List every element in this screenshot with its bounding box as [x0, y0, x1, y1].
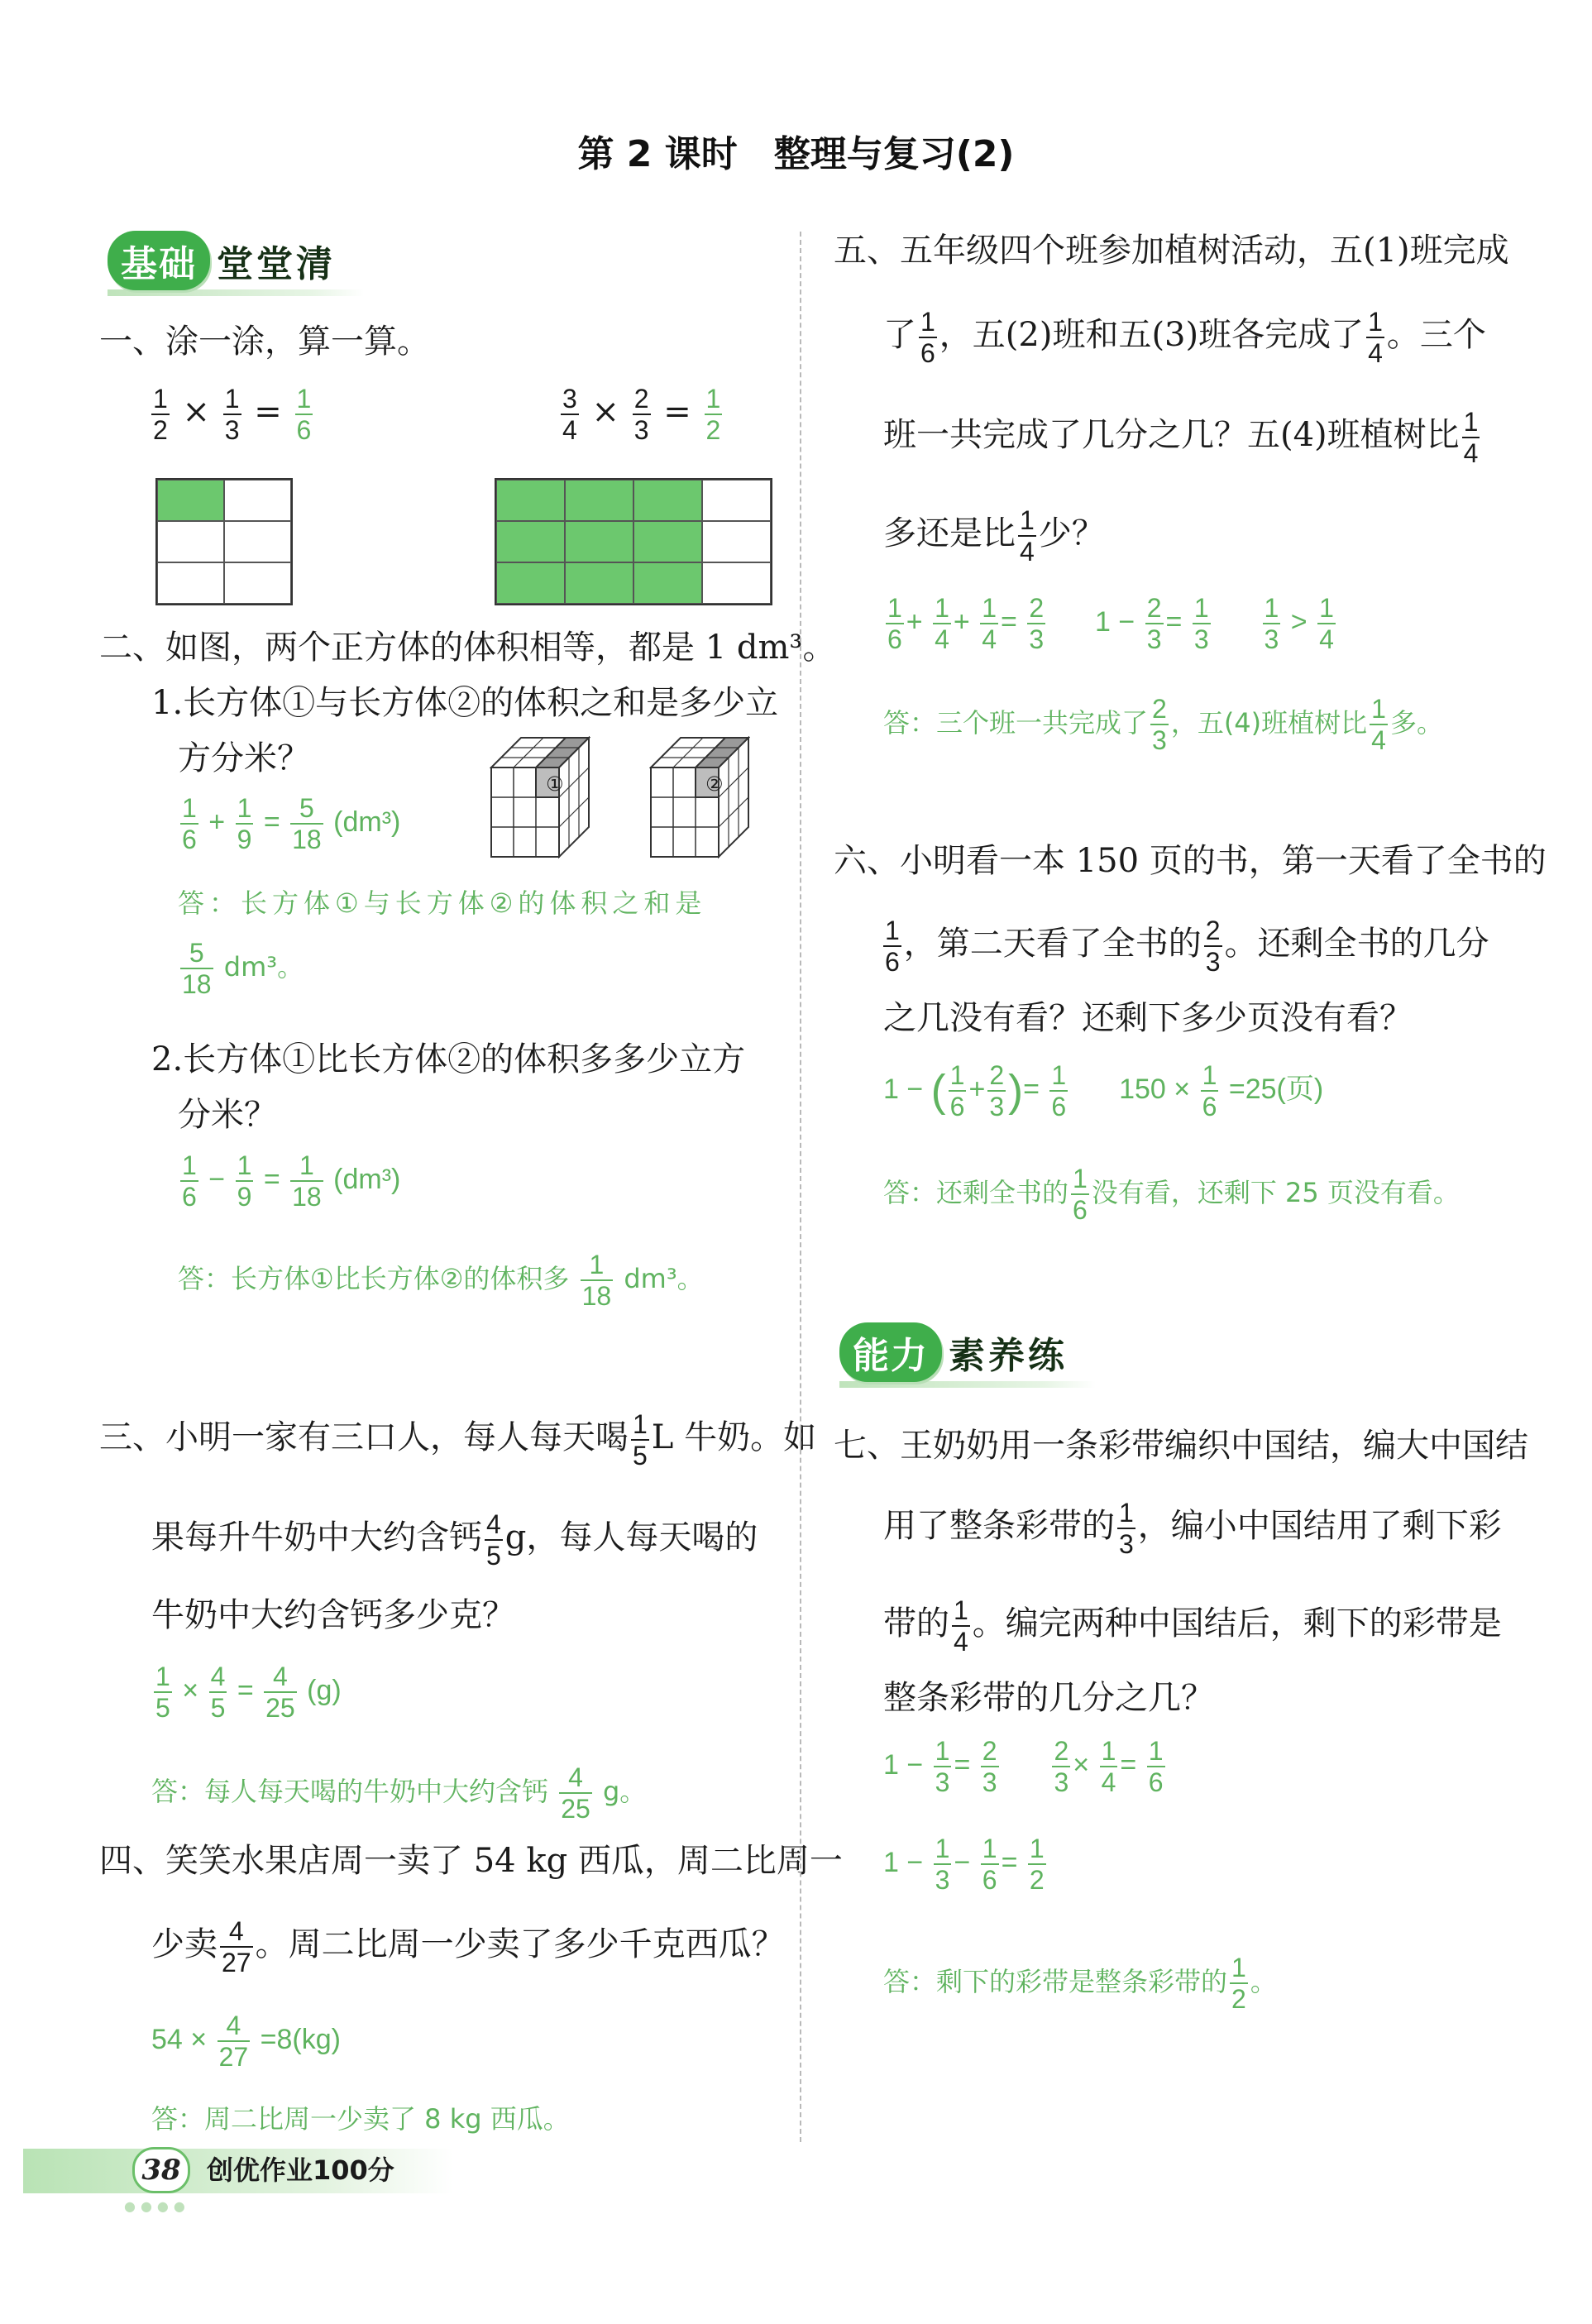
q4-line2: 少卖 $\frac{4}{27}$ 。周二比周一少卖了多少千克西瓜？	[151, 1916, 785, 1977]
q5-line2: 了 $\frac{1}{6}$ ，五(2)班和五(3)班各完成了 $\frac{1}{4}$ 。三个	[883, 307, 1486, 368]
column-divider	[800, 232, 801, 2142]
q2-cube-2-label: ②	[705, 772, 724, 796]
q2-part1-calc: $\frac{1}{6}$ + $\frac{1}{9}$ = $\frac{5}{18}$ (dm³)	[182, 793, 401, 854]
q1-equation-b: $\frac{3}{4}$ × $\frac{2}{3}$ = $\frac{1}{2}$	[562, 384, 721, 445]
section-basic	[108, 232, 364, 296]
footer-dots: ●●●●	[124, 2198, 190, 2214]
q2-part2-calc: $\frac{1}{6}$ − $\frac{1}{9}$ = $\frac{1}{18}$ (dm³)	[182, 1150, 401, 1212]
q2-part1-answer: 答：长方体①与长方体②的体积之和是	[178, 887, 707, 919]
q4-calc: 54 × $\frac{4}{27}$ =8(kg)	[151, 2011, 341, 2072]
page-title: 第 2 课时 整理与复习(2)	[577, 133, 1015, 175]
page-number: 38	[132, 2147, 190, 2193]
q7-answer: 答：剩下的彩带是整条彩带的 $\frac{1}{2}$ 。	[883, 1953, 1277, 2014]
q3-calc: $\frac{1}{5}$ × $\frac{4}{5}$ = $\frac{4}{25}$ (g)	[155, 1662, 342, 1723]
q5-line4: 多还是比 $\frac{1}{4}$ 少？	[883, 505, 1105, 567]
q2-part1-line2: 方分米？	[178, 739, 310, 777]
q7-line2: 用了整条彩带的 $\frac{1}{3}$ ，编小中国结用了剩下彩	[883, 1498, 1502, 1559]
q7-calc-row2: 1 − $\frac{1}{3}$ − $\frac{1}{6}$ = $\frac{1}{2}$	[883, 1834, 1045, 1895]
q2-part1-line1: 1.长方体①与长方体②的体积之和是多少立	[151, 684, 779, 722]
q2-part2-line2: 分米？	[178, 1096, 277, 1134]
section-ability	[839, 1323, 1096, 1388]
q2-part1-answer-tail: $\frac{5}{18}$ dm³。	[182, 938, 304, 999]
q7-line4: 整条彩带的几分之几？	[883, 1679, 1214, 1717]
q1-title: 一、涂一涂，算一算。	[99, 323, 430, 361]
q2-title: 二、如图，两个正方体的体积相等，都是 1 dm³。	[99, 629, 836, 667]
q3-line1: 三、小明一家有三口人，每人每天喝 $\frac{1}{5}$ L 牛奶。如	[99, 1409, 817, 1470]
q2-cube-1-label: ①	[546, 772, 564, 796]
section-basic-badge: 基础	[108, 231, 210, 290]
q6-line2: $\frac{1}{6}$ ，第二天看了全书的 $\frac{2}{3}$ 。还剩全书的几分	[885, 916, 1489, 977]
q3-line2: 果每升牛奶中大约含钙 $\frac{4}{5}$ g，每人每天喝的	[151, 1509, 758, 1571]
q5-line1: 五、五年级四个班参加植树活动，五(1)班完成	[834, 232, 1509, 270]
q1-grid-b	[495, 478, 772, 605]
section-ability-badge: 能力	[839, 1322, 942, 1382]
q7-calc-row1: 1 − $\frac{1}{3}$ = $\frac{2}{3}$ $\frac{2}{3}$ × $\frac{1}{4}$ = $\frac{1}{6}$	[883, 1736, 1164, 1797]
footer-brand: 创优作业100分	[207, 2154, 394, 2186]
q4-line1: 四、笑笑水果店周一卖了 54 kg 西瓜，周二比周一	[99, 1842, 843, 1880]
q7-line3: 带的 $\frac{1}{4}$ 。编完两种中国结后，剩下的彩带是	[883, 1595, 1502, 1657]
q6-line3: 之几没有看？还剩下多少页没有看？	[883, 999, 1413, 1037]
q2-cube-1	[490, 736, 590, 858]
q2-cube-2	[649, 736, 750, 858]
q5-calc: $\frac{1}{6}$ + $\frac{1}{4}$ + $\frac{1}{4}$ = $\frac{2}{3}$ 1 − $\frac{2}{3}$ = $\frac{1}{3}$ $\frac{1}{3}$ > $\frac{1}{4}$	[887, 593, 1334, 654]
q3-answer: 答：每人每天喝的牛奶中大约含钙 $\frac{4}{25}$ g。	[151, 1762, 647, 1824]
q4-answer: 答：周二比周一少卖了 8 kg 西瓜。	[151, 2103, 570, 2135]
q6-line1: 六、小明看一本 150 页的书，第一天看了全书的	[834, 842, 1547, 880]
q2-part2-line1: 2.长方体①比长方体②的体积多多少立方	[151, 1040, 746, 1078]
grid-cell-shaded	[157, 480, 224, 521]
q6-calc: 1 − ( $\frac{1}{6}$ + $\frac{2}{3}$ )= $\frac{1}{6}$ 150 × $\frac{1}{6}$ =25(页)	[883, 1060, 1324, 1121]
section-basic-label: 堂堂清	[217, 243, 336, 285]
q1-equation-a: $\frac{1}{2}$ × $\frac{1}{3}$ = $\frac{1}{6}$	[153, 384, 312, 445]
q2-part2-answer: 答：长方体①比长方体②的体积多 $\frac{1}{18}$ dm³。	[178, 1250, 704, 1311]
section-ability-label: 素养练	[949, 1335, 1068, 1377]
q7-line1: 七、王奶奶用一条彩带编织中国结，编大中国结	[834, 1427, 1528, 1465]
q5-answer: 答：三个班一共完成了 $\frac{2}{3}$ ，五(4)班植树比 $\frac{1}{4}$ 多。	[883, 694, 1443, 755]
q6-answer: 答：还剩全书的 $\frac{1}{6}$ 没有看，还剩下 25 页没有看。	[883, 1164, 1460, 1225]
q1-grid-a	[155, 478, 293, 605]
q3-line3: 牛奶中大约含钙多少克？	[151, 1596, 515, 1634]
q5-line3: 班一共完成了几分之几？五(4)班植树比 $\frac{1}{4}$	[883, 407, 1479, 468]
